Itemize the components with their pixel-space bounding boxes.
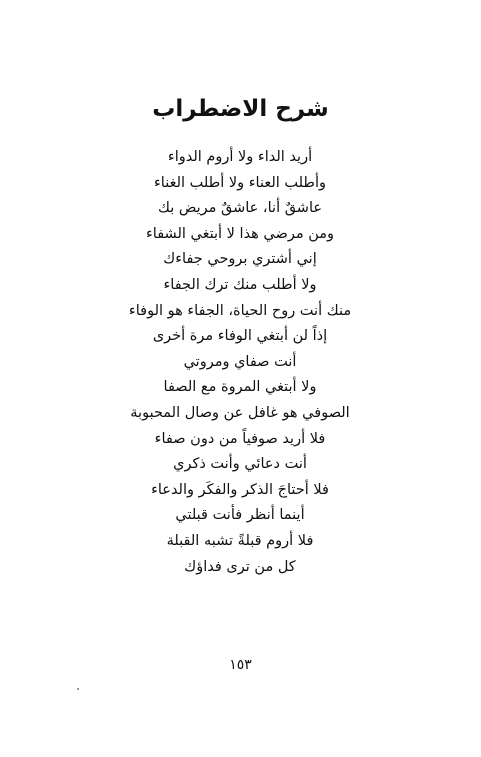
poem-title: شرح الاضطراب [152, 96, 329, 122]
verse-line: ولا أبتغي المروة مع الصفا [163, 379, 317, 396]
verse-line: فلا أريد صوفياً من دون صفاء [154, 430, 326, 447]
verse-line: إذاً لن أبتغي الوفاء مرة أخرى [152, 328, 328, 345]
verse-line: إني أشتري بروحي جفاءك [163, 251, 317, 268]
page-number: ١٥٣ [229, 657, 252, 673]
verse-line: عاشقٌ أنا، عاشقٌ مريض بك [157, 200, 323, 217]
verse-line: فلا أروم قبلةً تشبه القبلة [166, 532, 314, 549]
verse-line: الصوفي هو غافل عن وصال المحبوبة [130, 404, 350, 421]
verse-line: أينما أنظر فأنت قبلتي [175, 507, 305, 524]
verse-line: فلا أحتاجَ الذكر والفكَر والدعاء [151, 481, 329, 498]
verse-line: كل من ترى فداؤك [184, 558, 296, 575]
verse-line: أريد الداء ولا أروم الدواء [167, 149, 313, 165]
verse-line: ومن مرضي هذا لا أبتغي الشفاء [145, 225, 335, 242]
print-mark [77, 688, 79, 690]
poem-body [100, 145, 380, 580]
verse-line: أنت صفاي ومروتي [183, 353, 297, 370]
verse-line: ولا أطلب منك ترك الجفاء [163, 276, 317, 293]
verse-line: وأطلب العناء ولا أطلب الغناء [153, 174, 327, 191]
verse-line: منك أنت روح الحياة، الجفاء هو الوفاء [128, 302, 352, 319]
verse-line: أنت دعائي وأنت ذكري [173, 456, 307, 473]
